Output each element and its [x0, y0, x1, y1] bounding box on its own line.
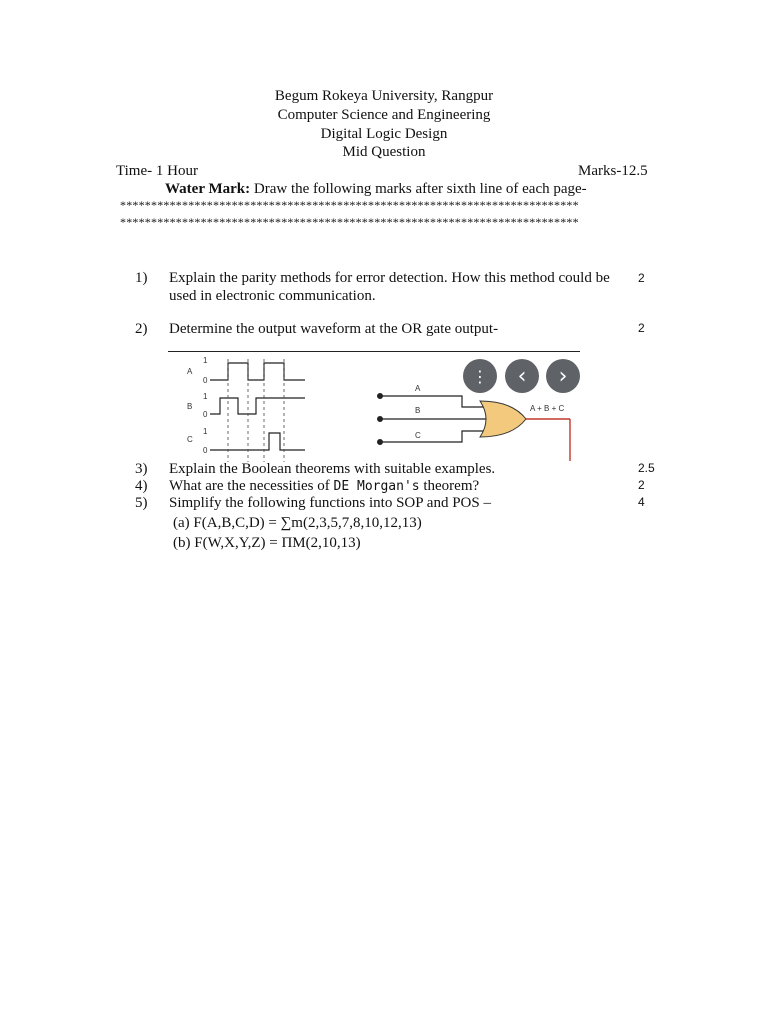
gate-input-label-c: C [415, 431, 421, 440]
level-c-low: 0 [203, 446, 208, 455]
waveform-a [210, 363, 305, 380]
waveform-label-b: B [187, 402, 193, 411]
question-3-text: Explain the Boolean theorems with suitable examples. [169, 461, 496, 477]
previous-button[interactable] [505, 359, 539, 393]
question-5-part-b: (b) F(W,X,Y,Z) = ΠM(2,10,13) [173, 535, 361, 551]
question-1-mark: 2 [638, 271, 645, 285]
question-1-line-1: Explain the parity methods for error detection. How this method could be [169, 270, 610, 286]
underline-rule [168, 351, 580, 352]
stars-line-2: ************************************************************************** [120, 216, 579, 228]
chevron-left-icon: ‹ [517, 363, 527, 389]
question-4-theorem-name: DE Morgan's [333, 479, 420, 494]
question-4-mark: 2 [638, 478, 645, 492]
level-b-high: 1 [203, 392, 208, 401]
department-name: Computer Science and Engineering [277, 107, 491, 123]
waveform-label-a: A [187, 367, 193, 376]
waveform-b [210, 398, 305, 414]
university-name: Begum Rokeya University, Rangpur [274, 88, 494, 104]
question-5-text: Simplify the following functions into SOP and POS – [169, 495, 491, 511]
question-2-number: 2) [135, 321, 148, 337]
question-3-number: 3) [135, 461, 148, 477]
question-1-line-2: used in electronic communication. [169, 288, 376, 304]
question-5-part-a: (a) F(A,B,C,D) = ∑m(2,3,5,7,8,10,12,13) [173, 515, 422, 531]
waveform-c [210, 433, 305, 450]
chevron-right-icon: › [558, 363, 568, 389]
level-b-low: 0 [203, 410, 208, 419]
question-1-number: 1) [135, 270, 148, 286]
level-c-high: 1 [203, 427, 208, 436]
watermark-instruction [165, 180, 587, 198]
next-button[interactable] [546, 359, 580, 393]
exam-title: Mid Question [342, 144, 426, 160]
question-2-mark: 2 [638, 321, 645, 335]
level-a-low: 0 [203, 376, 208, 385]
question-5-number: 5) [135, 495, 148, 511]
gate-input-label-b: B [415, 406, 421, 415]
or-gate-body [480, 401, 526, 437]
gate-output-label: A + B + C [530, 404, 565, 413]
exam-marks: Marks-12.5 [578, 163, 648, 179]
course-name: Digital Logic Design [320, 126, 448, 142]
question-5-mark: 4 [638, 495, 645, 509]
waveform-diagram [180, 354, 310, 464]
question-2-text: Determine the output waveform at the OR gate output- [169, 321, 499, 337]
more-options-button[interactable] [463, 359, 497, 393]
question-3-mark: 2.5 [638, 461, 655, 475]
question-4-post: theorem? [419, 478, 480, 494]
gate-input-label-a: A [415, 384, 421, 393]
exam-time: Time- 1 Hour [116, 163, 198, 179]
input-wires [380, 396, 488, 442]
watermark-text: Draw the following marks after sixth line of each page- [250, 181, 587, 197]
question-4-number: 4) [135, 478, 148, 494]
watermark-label: Water Mark: [165, 181, 251, 197]
level-a-high: 1 [203, 356, 208, 365]
waveform-label-c: C [187, 435, 193, 444]
stars-line-1: ************************************************************************** [120, 199, 579, 211]
more-vertical-icon: ⋮ [472, 366, 488, 386]
question-4-pre: What are the necessities of [169, 478, 334, 494]
